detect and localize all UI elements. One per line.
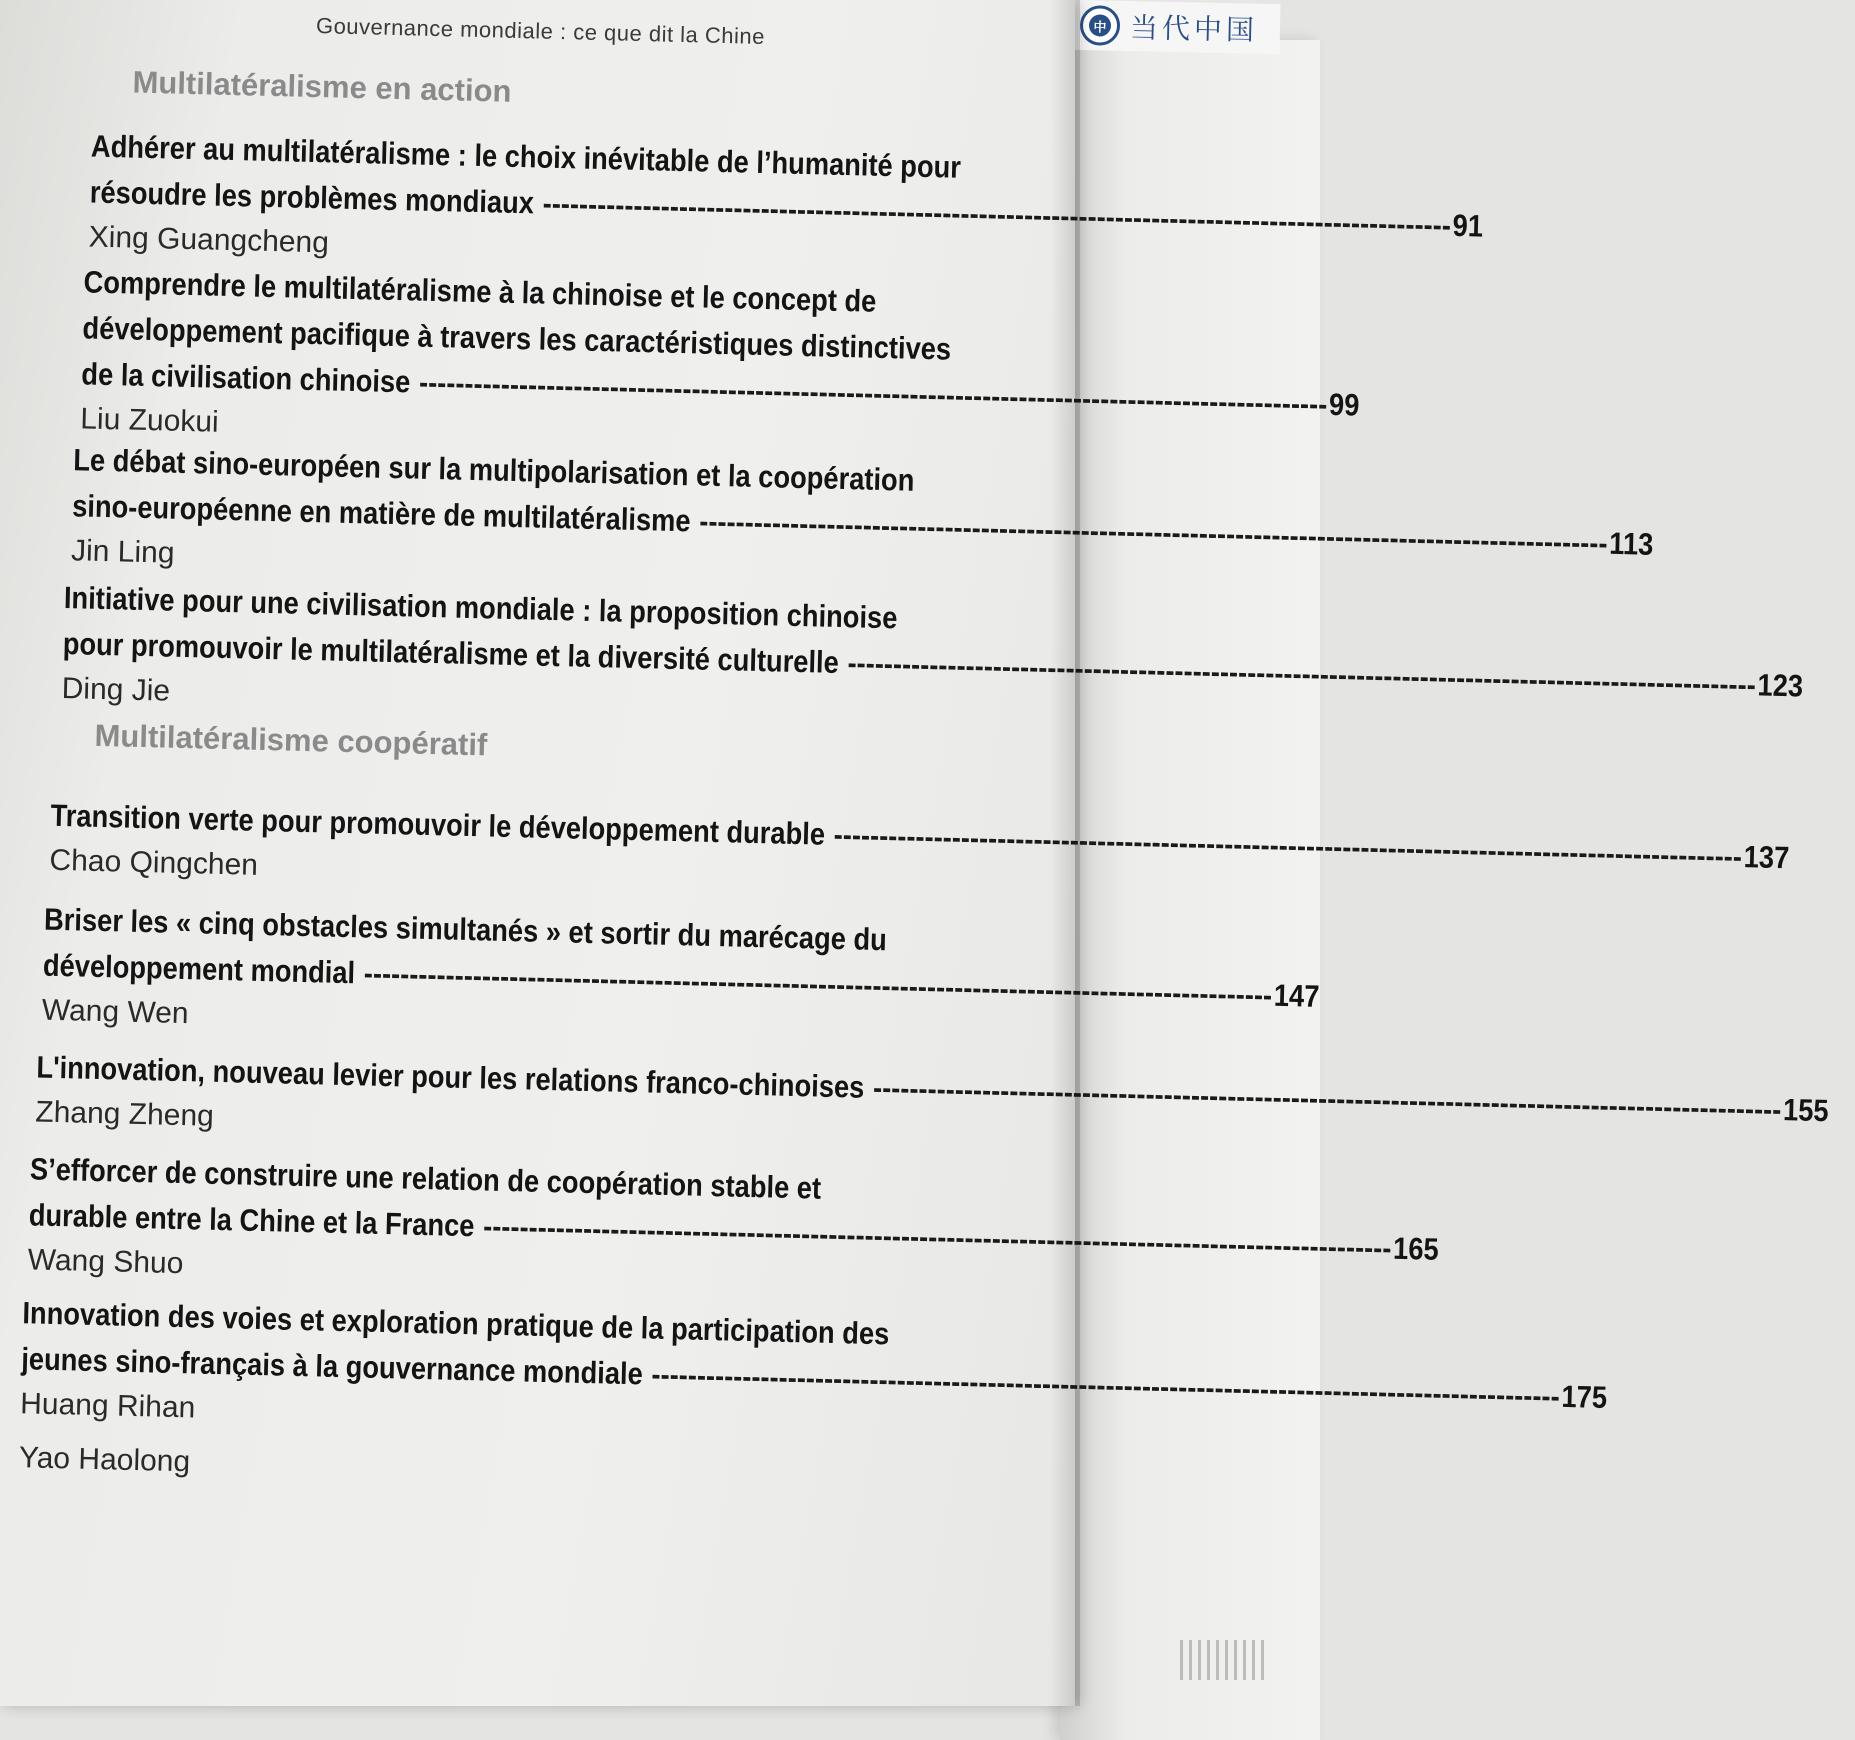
entry-title-line: développement mondial ----- 147 [42, 943, 1037, 1013]
toc-entry[interactable] [18, 1290, 1608, 1504]
page-number: 99 [1328, 386, 1360, 423]
section-heading: Multilatéralisme en action [132, 64, 512, 109]
entry-title-line: Adhérer au multilatéralisme : le choix inévitable de l’humanité pour [90, 128, 962, 185]
page-number: 147 [1273, 977, 1320, 1014]
page-number: 123 [1757, 667, 1804, 704]
toc-entry[interactable] [34, 1045, 1830, 1159]
entry-author: Liu Zuokui [79, 402, 220, 439]
entry-author: Jin Ling [70, 534, 175, 570]
entry-title-line: développement pacifique à travers les caractéristiques distinctives [82, 310, 952, 367]
page-edge-shadow [1050, 0, 1080, 1706]
entry-title-line: sino-européenne en matière de multilatéralisme ----- 113 [72, 483, 1067, 553]
entry-author: Zhang Zheng [34, 1095, 215, 1133]
publisher-name: 当代中国 [1129, 11, 1259, 47]
entry-title-line: pour promouvoir le multilatéralisme et la diversité culturelle ----- 123 [62, 621, 1057, 691]
page-number: 165 [1392, 1230, 1440, 1267]
entry-author: Xing Guangcheng [88, 220, 330, 260]
publisher-logo-icon: 中 [1080, 5, 1121, 46]
publisher-mark [1065, 0, 1280, 54]
entry-title-line: Le débat sino-européen sur la multipolarisation et la coopération [72, 442, 915, 498]
entry-author: Wang Shuo [27, 1243, 184, 1281]
entry-author: Yao Haolong [18, 1441, 191, 1479]
entry-author: Chao Qingchen [49, 843, 259, 882]
entry-author: Ding Jie [61, 672, 171, 708]
entry-title-line: Transition verte pour promouvoir le développement durable ----- 137 [50, 793, 1045, 863]
toc-entry[interactable] [49, 793, 1790, 907]
entry-title-line: résoudre les problèmes mondiaux ----- 91 [89, 170, 1084, 240]
entry-title-line: S’efforcer de construire une relation de coopération stable et [29, 1151, 822, 1206]
running-header: Gouvernance mondiale : ce que dit la Chine [315, 13, 766, 49]
entry-title-line: Innovation des voies et exploration pratique de la participation des [22, 1295, 890, 1352]
page-number: 137 [1743, 839, 1790, 876]
entry-title-line: L'innovation, nouveau levier pour les relations franco-chinoises ----- 155 [36, 1045, 1031, 1115]
page-number: 155 [1782, 1092, 1830, 1129]
entry-title-line: Comprendre le multilatéralisme à la chinoise et le concept de [83, 264, 877, 319]
entry-title-line: jeunes sino-français à la gouvernance mondiale ----- 175 [21, 1336, 1016, 1406]
toc-entry[interactable] [79, 259, 1360, 465]
entry-title-line: durable entre la Chine et la France ----- 165 [28, 1192, 1023, 1262]
entry-author: Huang Rihan [19, 1387, 196, 1425]
page-number: 91 [1452, 207, 1484, 244]
toc-entry[interactable] [70, 437, 1654, 597]
page-number: 175 [1561, 1378, 1608, 1415]
entry-author: Wang Wen [41, 993, 189, 1031]
entry-title-line: Initiative pour une civilisation mondiale : la proposition chinoise [63, 580, 898, 636]
entry-title-line: de la civilisation chinoise ----- 99 [81, 351, 1076, 421]
section-heading: Multilatéralisme coopératif [94, 717, 488, 763]
toc-entry[interactable] [88, 124, 1484, 284]
page-number: 113 [1608, 525, 1654, 562]
toc-entry[interactable] [27, 1146, 1440, 1306]
page-edges [1180, 1640, 1270, 1680]
toc-entry[interactable] [41, 897, 1320, 1057]
toc-entry[interactable] [61, 575, 1804, 735]
facing-page [1060, 40, 1320, 1740]
entry-title-line: Briser les « cinq obstacles simultanés » et sortir du marécage du [43, 901, 888, 958]
